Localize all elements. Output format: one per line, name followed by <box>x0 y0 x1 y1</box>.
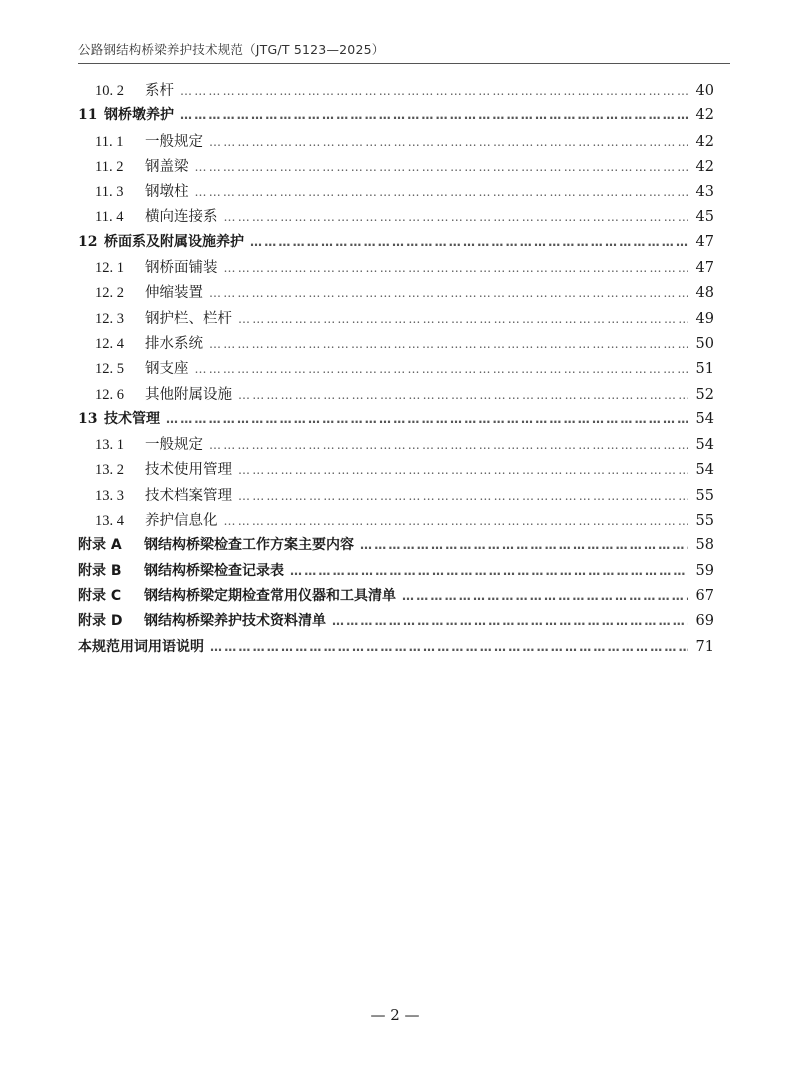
toc-entry-number: 11. 4 <box>95 209 124 226</box>
toc-entry-number: 11. 2 <box>95 158 124 175</box>
toc-entry-number: 12 <box>78 233 98 250</box>
toc-entry[interactable] <box>78 79 714 104</box>
toc-entry[interactable] <box>78 130 714 155</box>
toc-entry-page: 50 <box>695 335 714 352</box>
toc-dot-leader <box>360 538 688 552</box>
toc-entry-page: 47 <box>695 233 714 250</box>
toc-entry-title: 钢桥墩养护 <box>104 107 174 124</box>
toc-entry-number: 附录 D <box>78 613 123 630</box>
toc-entry-title: 钢支座 <box>145 361 189 378</box>
toc-entry-page: 51 <box>695 361 714 378</box>
toc-entry-page: 40 <box>695 83 714 99</box>
toc-dot-leader <box>195 185 689 199</box>
toc-dot-leader <box>402 589 688 603</box>
toc-entry-title: 钢结构桥梁检查工作方案主要内容 <box>144 537 354 554</box>
toc-entry[interactable] <box>78 458 714 483</box>
toc-entry[interactable] <box>78 155 714 180</box>
toc-dot-leader <box>209 286 688 300</box>
toc-entry-number: 12. 5 <box>95 361 124 378</box>
page-number: — 2 — <box>370 1006 420 1024</box>
toc-entry-number: 附录 B <box>78 562 122 579</box>
header-rule <box>78 63 730 64</box>
toc-entry-number: 13. 4 <box>95 513 124 530</box>
toc-entry-title: 技术管理 <box>104 410 160 427</box>
toc-dot-leader <box>238 489 688 503</box>
toc-entry-number: 附录 A <box>78 537 122 554</box>
toc-entry-number: 11. 1 <box>95 133 124 150</box>
toc-entry-page: 71 <box>695 638 714 655</box>
toc-dot-leader <box>209 135 688 149</box>
toc-entry[interactable] <box>78 408 714 433</box>
toc-entry-page: 59 <box>695 562 714 579</box>
running-header: 公路钢结构桥梁养护技术规范（JTG/T 5123—2025） <box>78 42 385 57</box>
toc-entry-title: 系杆 <box>145 83 174 99</box>
toc-entry-title: 其他附属设施 <box>145 386 232 403</box>
toc-entry-title: 排水系统 <box>145 335 203 352</box>
toc-entry[interactable] <box>78 256 714 281</box>
toc-entry-number: 13. 1 <box>95 437 124 454</box>
toc-entry[interactable] <box>78 585 714 610</box>
toc-entry-title: 横向连接系 <box>145 209 218 226</box>
toc-entry-page: 69 <box>695 613 714 630</box>
toc-entry-page: 48 <box>695 285 714 302</box>
toc-entry-title: 钢结构桥梁检查记录表 <box>144 562 284 579</box>
toc-entry[interactable] <box>78 610 714 635</box>
toc-entry[interactable] <box>78 433 714 458</box>
toc-entry[interactable] <box>78 509 714 534</box>
toc-dot-leader <box>238 463 688 477</box>
toc-dot-leader <box>180 108 688 122</box>
toc-dot-leader <box>210 640 688 654</box>
toc-entry-page: 67 <box>695 587 714 604</box>
toc-entry-title: 钢结构桥梁定期检查常用仪器和工具清单 <box>144 587 396 604</box>
toc-entry-title: 钢结构桥梁养护技术资料清单 <box>144 613 326 630</box>
toc-entry-title: 技术档案管理 <box>145 487 232 504</box>
toc-dot-leader <box>195 362 689 376</box>
toc-entry[interactable] <box>78 383 714 408</box>
toc-entry[interactable] <box>78 307 714 332</box>
toc-entry-page: 55 <box>695 513 714 530</box>
toc-entry-number: 13 <box>78 410 98 427</box>
toc-dot-leader <box>332 614 688 628</box>
toc-entry-number: 13. 3 <box>95 487 124 504</box>
toc-entry[interactable] <box>78 484 714 509</box>
toc-entry-title: 养护信息化 <box>145 513 218 530</box>
toc-entry-page: 54 <box>695 462 714 479</box>
toc-dot-leader <box>195 160 689 174</box>
toc-entry-page: 52 <box>695 386 714 403</box>
toc-entry-title: 钢护栏、栏杆 <box>145 310 232 327</box>
toc-dot-leader <box>238 312 688 326</box>
toc-entry-number: 13. 2 <box>95 462 124 479</box>
toc-entry-page: 54 <box>695 437 714 454</box>
toc-entry-number: 10. 2 <box>95 83 124 99</box>
toc-entry-title: 钢桥面铺装 <box>145 260 218 277</box>
toc-entry[interactable] <box>78 636 714 661</box>
toc-entry-title: 伸缩装置 <box>145 285 203 302</box>
toc-entry-title: 一般规定 <box>145 437 203 454</box>
toc-entry-page: 54 <box>695 410 714 427</box>
toc-dot-leader <box>180 84 688 98</box>
toc-entry[interactable] <box>78 205 714 230</box>
toc-entry-number: 11. 3 <box>95 184 124 201</box>
toc-entry-number: 12. 1 <box>95 260 124 277</box>
toc-entry-page: 55 <box>695 487 714 504</box>
toc-entry-page: 42 <box>695 158 714 175</box>
toc-entry[interactable] <box>78 357 714 382</box>
toc-entry-page: 58 <box>695 537 714 554</box>
toc-entry-page: 42 <box>695 107 714 124</box>
toc-entry-title: 钢盖梁 <box>145 158 189 175</box>
toc-entry[interactable] <box>78 104 714 129</box>
toc-entry-page: 45 <box>695 209 714 226</box>
toc-entry-title: 技术使用管理 <box>145 462 232 479</box>
toc-entry-title: 一般规定 <box>145 133 203 150</box>
toc-entry-number: 12. 4 <box>95 335 124 352</box>
toc-entry-number: 12. 3 <box>95 310 124 327</box>
toc-dot-leader <box>224 210 689 224</box>
toc-dot-leader <box>224 514 689 528</box>
toc-dot-leader <box>224 261 689 275</box>
toc-entry[interactable] <box>78 180 714 205</box>
toc-entry-page: 42 <box>695 133 714 150</box>
toc-entry-title: 钢墩柱 <box>145 184 189 201</box>
toc-dot-leader <box>209 337 688 351</box>
toc-dot-leader <box>209 438 688 452</box>
toc-entry[interactable] <box>78 231 714 256</box>
toc-entry[interactable] <box>78 332 714 357</box>
toc-entry-number: 11 <box>78 107 98 124</box>
toc-entry-number: 12. 6 <box>95 386 124 403</box>
toc-dot-leader <box>290 564 688 578</box>
toc-entry-number: 12. 2 <box>95 285 124 302</box>
toc-entry-title: 本规范用词用语说明 <box>78 638 204 655</box>
toc-entry-page: 43 <box>695 184 714 201</box>
toc-entry-number: 附录 C <box>78 587 122 604</box>
toc-entry[interactable] <box>78 281 714 306</box>
toc-entry[interactable] <box>78 534 714 559</box>
toc-dot-leader <box>238 388 688 402</box>
toc-entry-title: 桥面系及附属设施养护 <box>104 233 244 250</box>
toc-entry[interactable] <box>78 560 714 585</box>
table-of-contents <box>78 79 714 661</box>
toc-dot-leader <box>166 412 688 426</box>
toc-dot-leader <box>250 235 688 249</box>
toc-entry-page: 47 <box>695 260 714 277</box>
toc-entry-page: 49 <box>695 310 714 327</box>
